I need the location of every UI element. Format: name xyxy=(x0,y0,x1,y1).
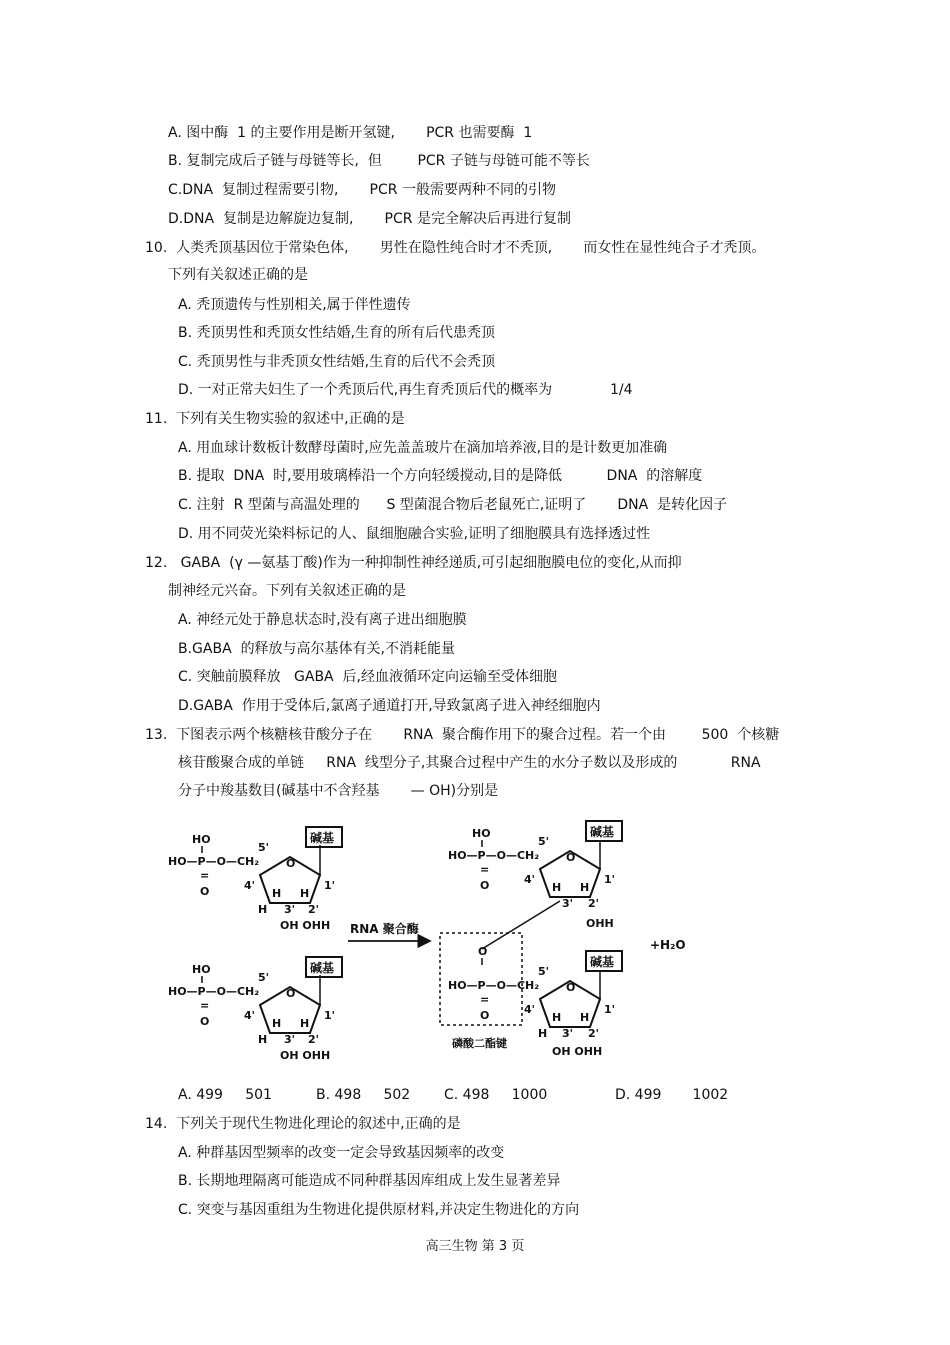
oxygen-label: O xyxy=(480,1009,490,1022)
hydroxyl-label: HO xyxy=(472,827,491,840)
hydrogen-label: H xyxy=(580,1011,590,1024)
q12-option-d: D.GABA 作用于受体后,氯离子通道打开,导致氯离子进入神经细胞内 xyxy=(178,698,601,714)
q13-answer-a: A. 499 501 xyxy=(178,1087,272,1103)
phosphate-group-label: HO—P—O—CH₂ xyxy=(168,855,260,868)
q11-option-a: A. 用血球计数板计数酵母菌时,应先盖盖玻片在滴加培养液,目的是计数更加准确 xyxy=(178,440,668,456)
q11-stem: 11. 下列有关生物实验的叙述中,正确的是 xyxy=(145,411,405,427)
hydrogen-label: H xyxy=(258,903,268,916)
phosphodiester-bond-label: 磷酸二酯键 xyxy=(452,1037,507,1050)
double-bond-label: = xyxy=(480,993,490,1006)
double-bond-label: = xyxy=(200,999,210,1012)
carbon-2-label: 2' xyxy=(588,897,600,910)
water-label: +H₂O xyxy=(650,938,686,952)
hydrogen-label: H xyxy=(580,881,590,894)
reaction-arrow xyxy=(348,921,430,941)
base-label: 碱基 xyxy=(310,831,335,845)
phosphate-group-label: HO—P—O—CH₂ xyxy=(448,849,540,862)
oxygen-label: O xyxy=(200,1015,210,1028)
hydrogen-label: H xyxy=(300,887,310,900)
hydrogen-label: H xyxy=(552,881,562,894)
q12-option-c: C. 突触前膜释放 GABA 后,经血液循环定向运输至受体细胞 xyxy=(178,669,557,685)
q14-stem: 14. 下列关于现代生物进化理论的叙述中,正确的是 xyxy=(145,1116,461,1132)
hydrogen-label: H xyxy=(300,1017,310,1030)
hydroxyl-groups-label: OH OHH xyxy=(280,919,331,932)
oxygen-label: O xyxy=(478,945,488,958)
q13-answer-b: B. 498 502 xyxy=(316,1087,411,1103)
double-bond-label: = xyxy=(200,869,210,882)
carbon-1-label: 1' xyxy=(604,1003,616,1016)
carbon-5-label: 5' xyxy=(538,835,550,848)
q10-option-c: C. 秃顶男性与非秃顶女性结婚,生育的后代不会秃顶 xyxy=(178,354,496,370)
q12-option-a: A. 神经元处于静息状态时,没有离子进出细胞膜 xyxy=(178,612,467,628)
q13-answer-d: D. 499 1002 xyxy=(615,1087,729,1103)
page-footer: 高三生物 第 3 页 xyxy=(425,1239,525,1254)
carbon-2-label: 2' xyxy=(588,1027,600,1040)
enzyme-label: RNA 聚合酶 xyxy=(350,922,419,936)
dinucleotide-product xyxy=(440,821,622,1058)
carbon-4-label: 4' xyxy=(524,873,536,886)
carbon-3-label: 3' xyxy=(562,897,574,910)
q10-option-b: B. 秃顶男性和秃顶女性结婚,生育的所有后代患秃顶 xyxy=(178,325,495,341)
hydroxyl-label: HO xyxy=(192,963,211,976)
hydroxyl-groups-label: OHH xyxy=(586,917,614,930)
hydrogen-label: H xyxy=(538,1027,548,1040)
carbon-3-label: 3' xyxy=(562,1027,574,1040)
q13-answer-c: C. 498 1000 xyxy=(444,1087,548,1103)
q12-stem-cont: 制神经元兴奋。下列有关叙述正确的是 xyxy=(168,583,406,599)
base-label: 碱基 xyxy=(590,825,615,839)
nucleotide-left-top xyxy=(168,827,342,932)
q13-stem-cont2: 分子中羧基数目(碱基中不含羟基 — OH)分别是 xyxy=(178,783,499,799)
base-label: 碱基 xyxy=(590,955,615,969)
carbon-4-label: 4' xyxy=(244,879,256,892)
nucleotide-polymerization-diagram xyxy=(160,815,720,1070)
hydrogen-label: H xyxy=(258,1033,268,1046)
q10-option-a: A. 秃顶遗传与性别相关,属于伴性遗传 xyxy=(178,297,411,313)
carbon-4-label: 4' xyxy=(524,1003,536,1016)
q12-stem: 12. GABA (γ —氨基丁酸)作为一种抑制性神经递质,可引起细胞膜电位的变化,从而抑 xyxy=(145,555,682,571)
carbon-3-label: 3' xyxy=(284,1033,296,1046)
ring-oxygen-label: O xyxy=(566,851,576,864)
carbon-4-label: 4' xyxy=(244,1009,256,1022)
oxygen-label: O xyxy=(200,885,210,898)
hydroxyl-label: HO xyxy=(192,833,211,846)
q10-stem-cont: 下列有关叙述正确的是 xyxy=(168,267,308,283)
q13-stem-cont1: 核苷酸聚合成的单链 RNA 线型分子,其聚合过程中产生的水分子数以及形成的 RNA xyxy=(178,755,761,771)
hydrogen-label: H xyxy=(272,1017,282,1030)
base-label: 碱基 xyxy=(310,961,335,975)
hydrogen-label: H xyxy=(272,887,282,900)
carbon-1-label: 1' xyxy=(604,873,616,886)
q14-option-a: A. 种群基因型频率的改变一定会导致基因频率的改变 xyxy=(178,1145,505,1161)
q14-option-c: C. 突变与基因重组为生物进化提供原材料,并决定生物进化的方向 xyxy=(178,1202,580,1218)
phosphate-group-label: HO—P—O—CH₂ xyxy=(168,985,260,998)
q10-option-d: D. 一对正常夫妇生了一个秃顶后代,再生育秃顶后代的概率为 1/4 xyxy=(178,382,633,398)
oxygen-label: O xyxy=(480,879,490,892)
q14-option-b: B. 长期地理隔离可能造成不同种群基因库组成上发生显著差异 xyxy=(178,1173,561,1189)
carbon-5-label: 5' xyxy=(258,841,270,854)
carbon-5-label: 5' xyxy=(538,965,550,978)
q11-option-b: B. 提取 DNA 时,要用玻璃棒沿一个方向轻缓搅动,目的是降低 DNA 的溶解度 xyxy=(178,468,703,484)
q9-option-d: D.DNA 复制是边解旋边复制, PCR 是完全解决后再进行复制 xyxy=(168,211,571,227)
q11-option-d: D. 用不同荧光染料标记的人、鼠细胞融合实验,证明了细胞膜具有选择透过性 xyxy=(178,526,651,542)
ring-oxygen-label: O xyxy=(566,981,576,994)
carbon-5-label: 5' xyxy=(258,971,270,984)
hydrogen-label: H xyxy=(552,1011,562,1024)
ring-oxygen-label: O xyxy=(286,857,296,870)
q10-stem: 10. 人类秃顶基因位于常染色体, 男性在隐性纯合时才不秃顶, 而女性在显性纯合子才秃顶。 xyxy=(145,240,766,256)
carbon-2-label: 2' xyxy=(308,903,320,916)
nucleotide-left-bottom xyxy=(168,957,342,1062)
ring-oxygen-label: O xyxy=(286,987,296,1000)
q9-option-a: A. 图中酶 1 的主要作用是断开氢键, PCR 也需要酶 1 xyxy=(168,125,533,141)
hydroxyl-groups-label: OH OHH xyxy=(280,1049,331,1062)
q9-option-b: B. 复制完成后子链与母链等长, 但 PCR 子链与母链可能不等长 xyxy=(168,153,590,169)
phosphate-group-label: HO—P—O—CH₂ xyxy=(448,979,540,992)
carbon-2-label: 2' xyxy=(308,1033,320,1046)
q9-option-c: C.DNA 复制过程需要引物, PCR 一般需要两种不同的引物 xyxy=(168,182,556,198)
q13-stem: 13. 下图表示两个核糖核苷酸分子在 RNA 聚合酶作用下的聚合过程。若一个由 500 个核糖 xyxy=(145,727,780,743)
carbon-1-label: 1' xyxy=(324,1009,336,1022)
carbon-1-label: 1' xyxy=(324,879,336,892)
q11-option-c: C. 注射 R 型菌与高温处理的 S 型菌混合物后老鼠死亡,证明了 DNA 是转化因子 xyxy=(178,497,728,513)
hydroxyl-groups-label: OH OHH xyxy=(552,1045,603,1058)
carbon-3-label: 3' xyxy=(284,903,296,916)
q12-option-b: B.GABA 的释放与高尔基体有关,不消耗能量 xyxy=(178,641,456,657)
double-bond-label: = xyxy=(480,863,490,876)
